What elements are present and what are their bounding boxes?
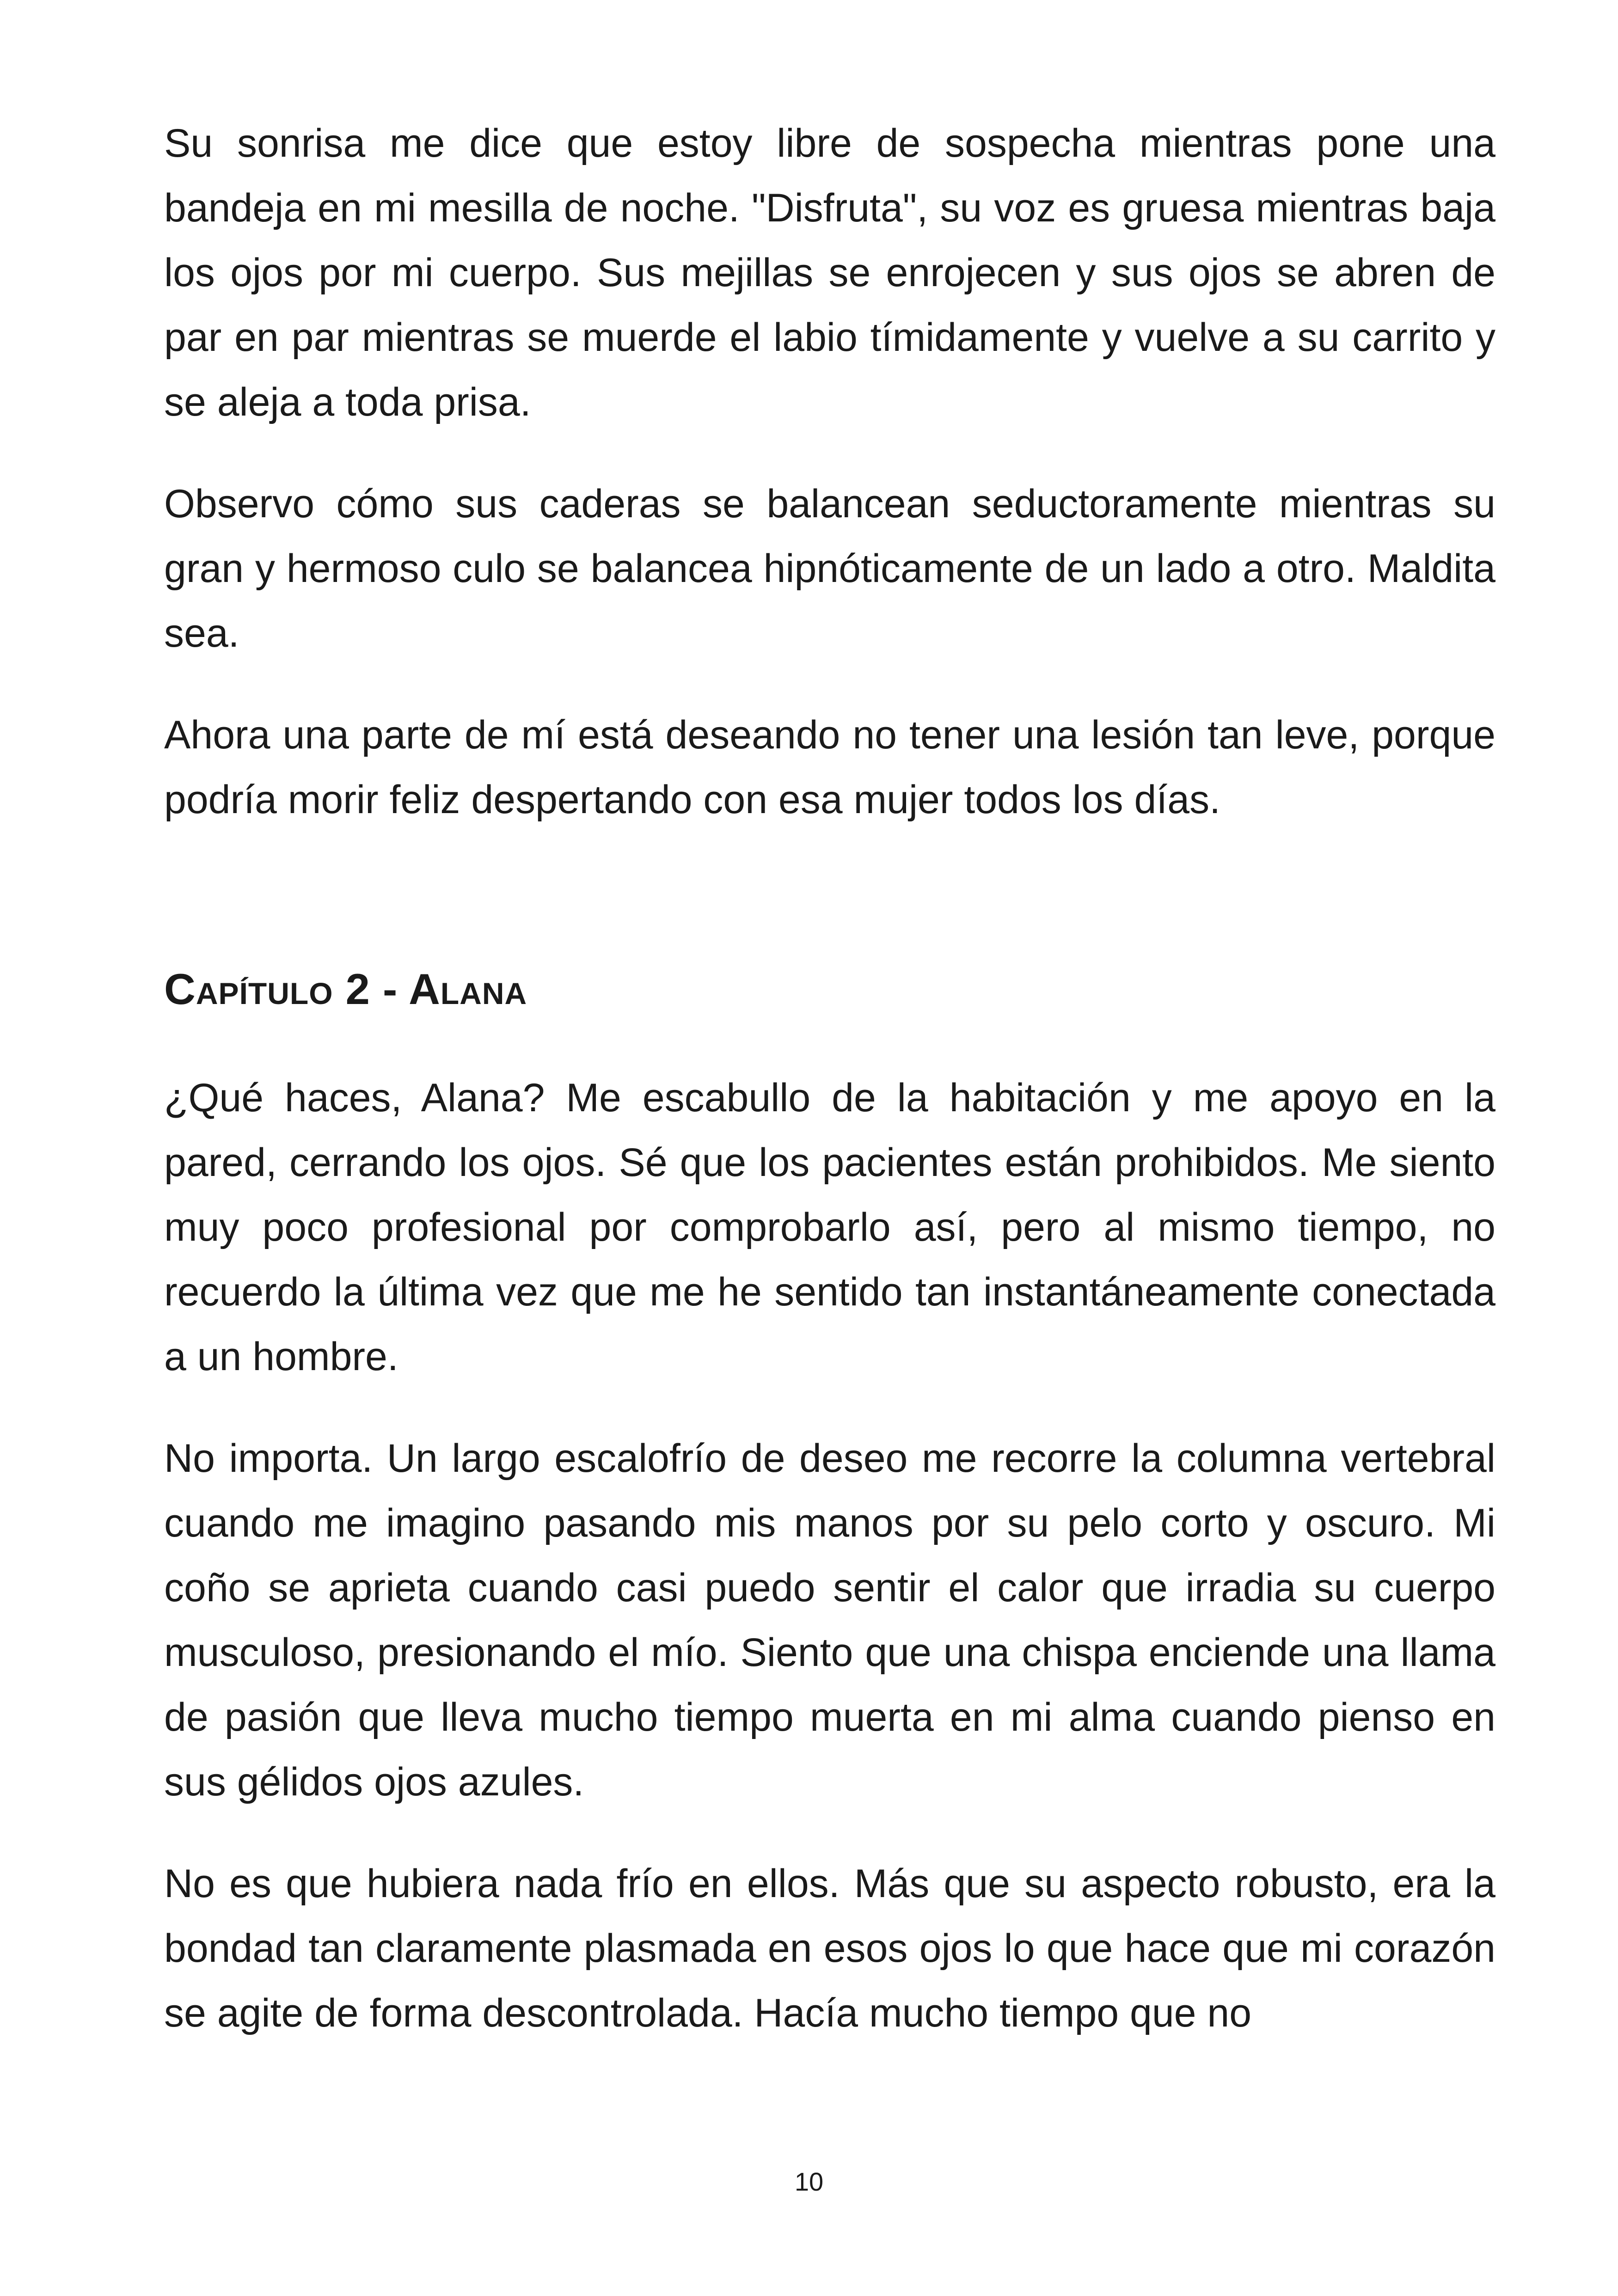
paragraph-4: ¿Qué haces, Alana? Me escabullo de la habitación y me apoyo en la pared, cerrando los ojos. Sé que los pacientes están prohibidos. Me siento muy poco profesional por comprobarlo así, pero al mismo tiempo, no recuerdo la última vez que me he sentido tan instantáneamente conectada a un hombre.	[164, 1076, 1495, 1379]
paragraph-5: No importa. Un largo escalofrío de deseo me recorre la columna vertebral cuando me imagino pasando mis manos por su pelo corto y oscuro. Mi coño se aprieta cuando casi puedo sentir el calor que irradia su cuerpo musculoso, presionando el mío. Siento que una chispa enciende una llama de pasión que lleva mucho tiempo muerta en mi alma cuando pienso en sus gélidos ojos azules.	[164, 1436, 1495, 1804]
paragraph-1: Su sonrisa me dice que estoy libre de sospecha mientras pone una bandeja en mi mesilla de noche. "Disfruta", su voz es gruesa mientras baja los ojos por mi cuerpo. Sus mejillas se enrojecen y sus ojos se abren de par en par mientras se muerde el labio tímidamente y vuelve a su carrito y se aleja a toda prisa.	[164, 121, 1495, 424]
paragraph-3: Ahora una parte de mí está deseando no tener una lesión tan leve, porque podría morir feliz despertando con esa mujer todos los días.	[164, 713, 1495, 822]
chapter-heading: Capítulo 2 - Alana	[164, 965, 527, 1013]
page-number: 10	[794, 2167, 824, 2196]
page-body	[164, 111, 1495, 2082]
paragraph-6: No es que hubiera nada frío en ellos. Más que su aspecto robusto, era la bondad tan claramente plasmada en esos ojos lo que hace que mi corazón se agite de forma descontrolada. Hacía mucho tiempo que no	[164, 1861, 1495, 2035]
paragraph-2: Observo cómo sus caderas se balancean seductoramente mientras su gran y hermoso culo se balancea hipnóticamente de un lado a otro. Maldita sea.	[164, 482, 1495, 655]
